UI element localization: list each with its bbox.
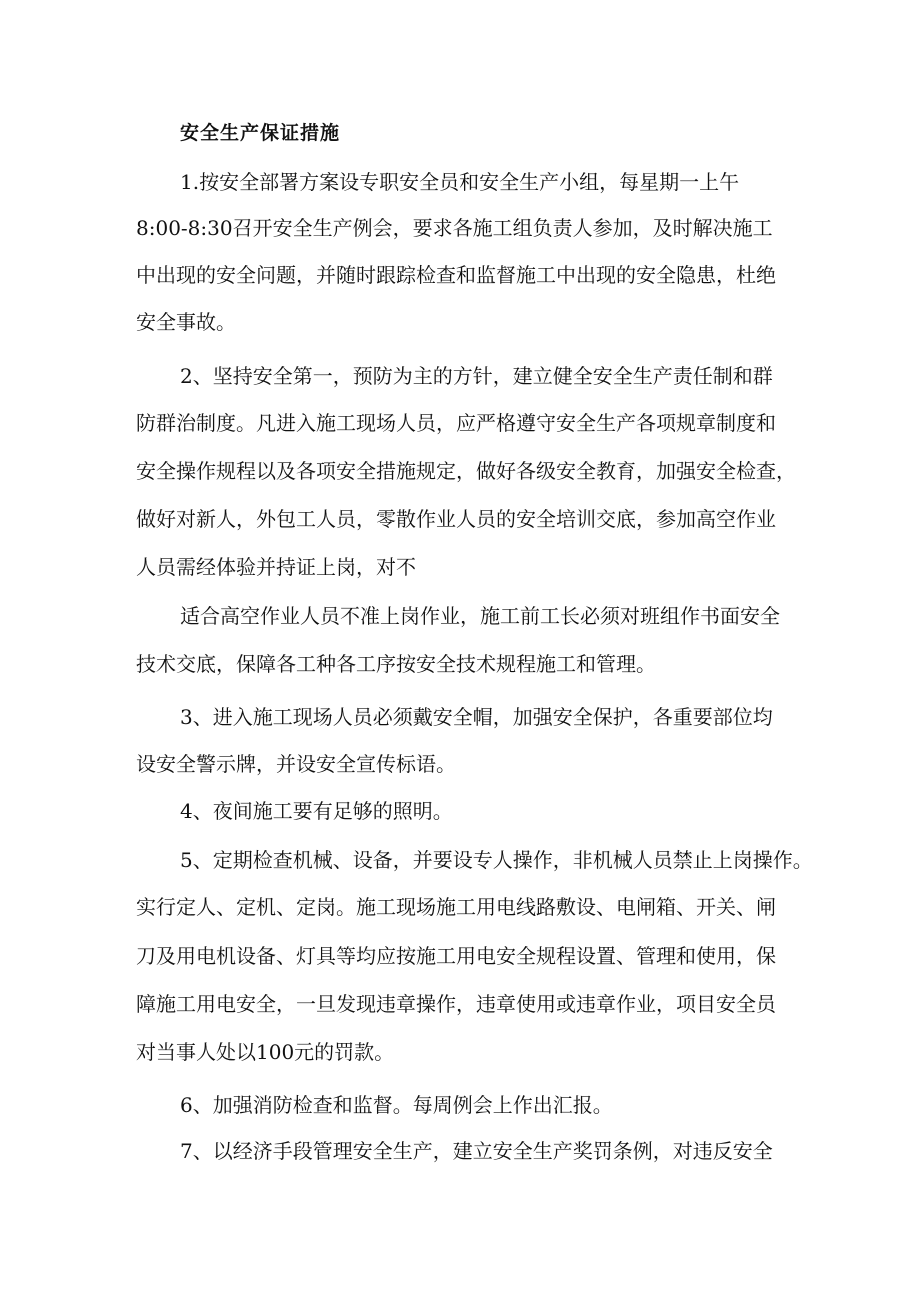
paragraph-line: 适合高空作业人员不准上岗作业，施工前工长必须对班组作书面安全 [180,604,780,628]
paragraph-line: 8:00-8:30召开安全生产例会，要求各施工组负责人参加，及时解决施工 [136,216,773,240]
paragraph-line: 安全事故。 [136,310,236,334]
paragraph-line: 5、定期检查机械、设备，并要设专人操作，非机械人员禁止上岗操作。 [180,848,813,872]
paragraph-line: 实行定人、定机、定岗。施工现场施工用电线路敷设、电闸箱、开关、闸 [136,895,776,919]
paragraph-line: 安全操作规程以及各项安全措施规定，做好各级安全教育，加强安全检查， [136,459,796,483]
paragraph-line: 设安全警示牌，并设安全宣传标语。 [136,752,456,776]
document-title: 安全生产保证措施 [180,122,341,144]
paragraph-line: 做好对新人，外包工人员，零散作业人员的安全培训交底，参加高空作业 [136,507,776,531]
paragraph-line: 防群治制度。凡进入施工现场人员，应严格遵守安全生产各项规章制度和 [136,411,776,435]
paragraph-line: 7、以经济手段管理安全生产，建立安全生产奖罚条例，对违反安全 [180,1139,773,1163]
paragraph-line: 障施工用电安全，一旦发现违章操作，违章使用或违章作业，项目安全员 [136,992,776,1016]
paragraph-line: 刀及用电机设备、灯具等均应按施工用电安全规程设置、管理和使用，保 [136,944,776,968]
paragraph-line: 人员需经体验并持证上岗，对不 [136,555,416,579]
paragraph-line: 6、加强消防检查和监督。每周例会上作出汇报。 [180,1093,613,1117]
paragraph-line: 2、坚持安全第一，预防为主的方针，建立健全安全生产责任制和群 [180,364,773,388]
paragraph-line: 3、进入施工现场人员必须戴安全帽，加强安全保护，各重要部位均 [180,705,773,729]
paragraph-line: 1.按安全部署方案设专职安全员和安全生产小组，每星期一上午 [180,170,740,194]
paragraph-line: 对当事人处以100元的罚款。 [136,1040,395,1064]
paragraph-line: 中出现的安全问题，并随时跟踪检查和监督施工中出现的安全隐患，杜绝 [136,263,776,287]
paragraph-line: 技术交底，保障各工种各工序按安全技术规程施工和管理。 [136,652,656,676]
paragraph-line: 4、夜间施工要有足够的照明。 [180,799,453,823]
